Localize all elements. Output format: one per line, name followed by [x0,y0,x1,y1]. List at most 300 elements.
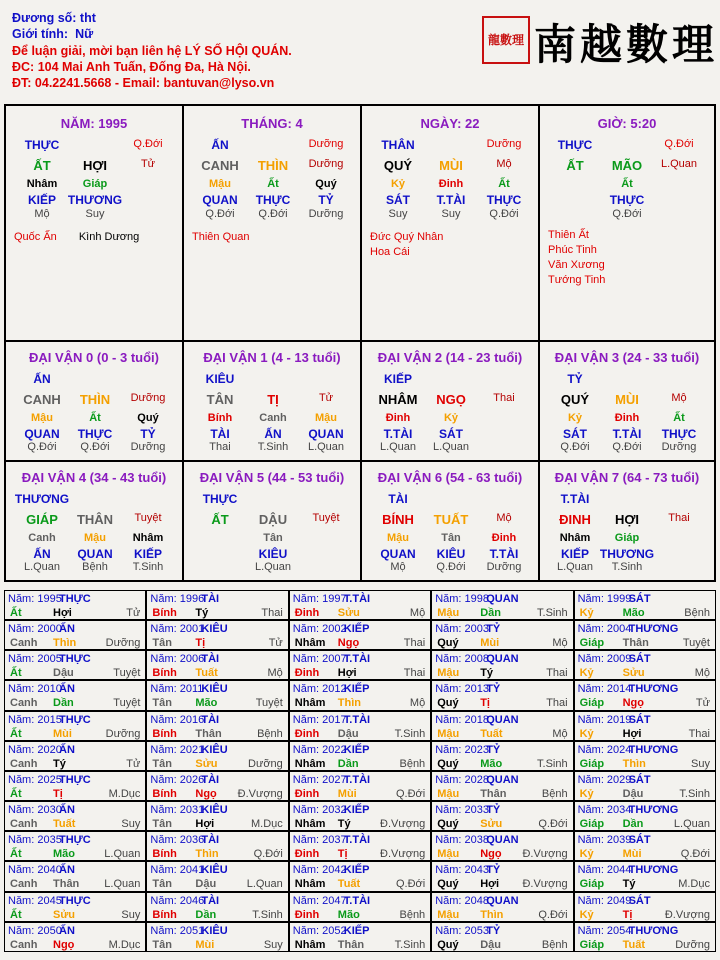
year-stem: Giáp [579,818,605,831]
year-label: Năm: 2023 [435,743,489,756]
year-stage: Thai [261,607,283,619]
hidden-god: THƯƠNG [67,193,123,207]
year-branch: Tý [480,667,494,680]
luck-god: ẤN [33,372,51,386]
year-label: Năm: 2042 [292,864,347,877]
hidden-stage: Q.Đới [205,208,235,220]
year-stage: Mộ [267,667,283,680]
year-label: Năm: 2004 [577,623,632,636]
year-stage: Q.Đới [538,908,568,921]
year-branch: Hợi [337,667,357,680]
year-stem: Canh [10,938,38,951]
pillar-cell [362,106,540,340]
star-item: Hoa Cái [370,246,410,258]
luck-hidden-god: KIẾP [560,547,590,561]
year-label: Năm: 2010 [8,683,62,696]
year-stem: Tân [152,818,172,831]
year-stage: Tuyệt [113,667,141,680]
year-cell [147,591,287,619]
year-branch: Tị [480,697,490,710]
luck-hidden-stage: Q.Đới [80,441,110,453]
year-god: TÀI [201,834,220,847]
luck-stem: BÍNH [382,512,414,527]
year-cell [575,923,715,951]
year-branch: Thân [337,938,365,951]
luck-hidden-stage: L.Quan [432,441,470,453]
header-info [12,10,292,91]
luck-hidden-god: QUAN [77,547,113,561]
hidden-god: T.TÀI [436,193,466,207]
year-cell [147,651,287,679]
god-right: Dưỡng [486,138,522,150]
year-label: Năm: 2012 [292,683,347,696]
year-branch: Tý [622,878,636,891]
heavenly-stem: CANH [201,158,239,173]
year-stem: Bính [152,667,177,680]
luck-stage: Tử [318,392,334,404]
year-label: Năm: 2046 [150,894,205,907]
year-stem: Ất [10,787,22,800]
luck-hidden-god: QUAN [308,427,344,441]
hidden-god: THỰC [486,193,522,207]
year-stem: Bính [152,727,177,740]
year-cell [5,681,145,709]
year-branch: Dậu [480,938,501,951]
hidden-stem: Ất [498,178,510,190]
luck-hidden-stage: T.Sinh [132,561,164,573]
year-god: QUAN [486,713,519,726]
year-stem: Ất [10,908,22,921]
luck-hidden-stem: Mậu [387,532,409,544]
year-stem: Nhâm [294,757,326,770]
year-stem: Bính [152,908,177,921]
luck-hidden-stage: Dưỡng [130,441,166,453]
year-branch: Dậu [337,727,359,740]
year-label: Năm: 2038 [435,834,489,847]
year-god: KIÊU [201,683,228,696]
heavenly-stem: QUÝ [383,158,413,173]
year-god: QUAN [486,894,519,907]
star-item: Phúc Tinh [548,244,597,256]
year-stem: Đinh [294,667,320,680]
year-stem: Ất [10,607,22,619]
luck-stem: ẤT [211,512,229,527]
year-cell [147,772,287,800]
year-branch: Sửu [195,757,218,770]
year-cell [575,802,715,830]
year-stem: Mậu [437,667,460,680]
luck-branch: DẬU [258,512,288,527]
year-cell [575,681,715,709]
year-label: Năm: 2028 [435,773,489,786]
luck-hidden-stage: L.Quan [307,441,345,453]
year-god: THỰC [59,713,91,726]
year-label: Năm: 2029 [577,773,632,786]
luck-hidden-stage: T.Sinh [257,441,289,453]
year-branch: Tị [53,787,63,800]
year-cell [147,923,287,951]
year-god: TỶ [486,743,501,756]
year-stage: L.Quan [104,848,141,861]
year-god: TÀI [201,593,220,605]
year-stem: Mậu [437,848,460,861]
luck-hidden-stage: L.Quan [254,561,292,573]
year-label: Năm: 2018 [435,713,489,726]
luck-stage: Tuyệt [134,512,162,524]
seal-char-3: 理 [512,33,525,47]
luck-hidden-stem: Ất [89,412,101,424]
year-branch: Ngọ [480,848,502,861]
star-item: Tướng Tinh [548,274,606,286]
hidden-god: KIẾP [27,193,57,207]
year-cell [290,802,430,830]
luck-stem: NHÂM [378,392,418,407]
year-label: Năm: 1997 [292,593,347,605]
year-label: Năm: 2002 [292,623,347,636]
year-label: Năm: 2000 [8,623,62,636]
year-stem: Tân [152,697,172,710]
year-god: THƯƠNG [628,683,679,696]
year-label: Năm: 2008 [435,653,489,666]
year-stem: Quý [437,757,459,770]
year-branch: Sửu [622,667,645,680]
year-god: KIẾP [343,804,370,817]
year-branch: Dần [53,697,74,710]
year-stem: Kỷ [579,607,594,619]
year-cell [147,681,287,709]
year-stage: T.Sinh [537,757,568,770]
earthly-branch: MÙI [439,158,463,173]
luck-hidden-stem: Quý [137,412,159,424]
year-branch: Thìn [53,637,77,650]
year-branch: Dậu [53,667,74,680]
luck-hidden-stem: Bính [207,412,233,424]
luck-god: TÀI [388,492,408,506]
year-cell [290,591,430,619]
year-cell [432,923,572,951]
luck-hidden-stage: Mộ [390,561,406,573]
luck-hidden-stage: Q.Đới [560,441,590,453]
year-cell [432,742,572,770]
year-god: SÁT [628,713,651,726]
year-god: TÀI [201,653,220,666]
luck-branch: TỊ [267,392,279,407]
luck-hidden-god: T.TÀI [489,547,519,561]
hidden-stage: Mộ [34,208,50,220]
year-stage: Dưỡng [105,637,141,650]
luck-hidden-stage: Bệnh [82,561,108,573]
year-god: SÁT [628,834,651,847]
star-item: Kình Dương [78,231,140,243]
year-god: T.TÀI [343,653,371,666]
year-branch: Thìn [195,848,219,861]
year-god: KIẾP [343,623,370,636]
year-god: QUAN [486,653,519,666]
year-god: KIẾP [343,924,370,937]
year-god: ẤN [59,683,75,696]
year-stage: Bệnh [684,607,710,619]
god-left: ẤN [211,138,229,152]
brand-text: 南越數理 [534,20,719,69]
year-label: Năm: 2034 [577,804,632,817]
year-god: SÁT [628,593,651,605]
year-god: ẤN [59,864,75,877]
luck-cell [540,342,714,460]
year-label: Năm: 2051 [150,924,205,937]
year-stage: Đ.Vượng [237,787,283,800]
year-stage: Tuyệt [255,697,283,710]
year-stem: Nhâm [294,697,326,710]
year-stem: Quý [437,878,459,891]
year-stage: Q.Đới [253,848,283,861]
luck-stage: Tuyệt [312,512,340,524]
year-stage: L.Quan [246,878,283,891]
annual-grid [4,590,716,952]
luck-hidden-stage: L.Quan [23,561,61,573]
year-stem: Bính [152,607,177,619]
year-stage: Mộ [694,667,710,680]
year-god: SÁT [628,894,651,907]
year-stem: Đinh [294,848,320,861]
year-label: Năm: 2021 [150,743,205,756]
year-stage: Dưỡng [675,938,710,951]
year-stem: Ất [10,667,22,680]
luck-hidden-god: THƯƠNG [599,547,655,561]
year-god: THỰC [59,894,91,907]
year-cell [290,712,430,740]
luck-hidden-stem: Ất [673,412,685,424]
year-god: ẤN [59,743,75,756]
year-branch: Tuất [195,667,218,680]
year-god: T.TÀI [343,773,371,786]
year-stage: Q.Đới [395,787,426,800]
year-cell [147,621,287,649]
year-stem: Nhâm [294,818,326,831]
luck-cell [6,462,184,580]
luck-hidden-stem: Canh [259,412,287,424]
year-label: Năm: 2037 [292,834,347,847]
luck-title: ĐẠI VẬN 4 (34 - 43 tuổi) [21,470,167,485]
god-left: THỰC [557,138,593,152]
year-stage: Đ.Vượng [380,848,426,861]
year-branch: Ngọ [622,697,644,710]
year-branch: Thân [195,727,222,740]
year-label: Năm: 2054 [577,924,632,937]
year-branch: Dậu [195,878,217,891]
luck-hidden-stage: Thai [209,441,231,453]
year-stage: Thai [546,667,568,680]
luck-god: KIẾP [383,372,413,386]
luck-hidden-stage: L.Quan [379,441,417,453]
luck-branch: THÂN [76,512,114,527]
hidden-god: THỰC [609,193,645,207]
star-item: Thiên Ất [548,229,589,241]
year-branch: Hợi [53,607,72,619]
luck-hidden-stem: Kỷ [567,412,583,424]
year-branch: Mùi [337,787,357,800]
year-stem: Canh [10,697,38,710]
luck-branch: THÌN [79,392,111,407]
luck-cell [540,462,714,580]
star-list [192,230,249,245]
star-list [370,230,443,260]
year-branch: Sửu [53,908,76,921]
luck-row-2 [6,462,714,580]
pillar-cell [184,106,362,340]
year-branch: Dậu [622,787,644,800]
star-list [548,228,605,288]
year-god: THỰC [59,653,91,666]
year-label: Năm: 2031 [150,804,205,817]
luck-hidden-stage: Q.Đới [27,441,57,453]
luck-branch: NGỌ [436,392,466,407]
god-right: Q.Đới [133,138,163,150]
year-label: Năm: 2001 [150,623,205,636]
hidden-stem: Ất [621,178,633,190]
year-cell [432,651,572,679]
year-god: KIÊU [201,623,228,636]
luck-hidden-stage: L.Quan [556,561,594,573]
year-stem: Giáp [579,637,605,650]
luck-hidden-stem: Kỷ [443,412,459,424]
year-cell [432,772,572,800]
year-label: Năm: 2005 [8,653,62,666]
year-stem: Canh [10,637,38,650]
luck-stage: Mộ [496,512,512,524]
year-stage: L.Quan [104,878,141,891]
year-god: THƯƠNG [628,924,679,937]
year-god: KIÊU [201,924,228,937]
year-branch: Mùi [622,848,642,861]
year-stage: Đ.Vượng [522,848,568,861]
year-cell [5,832,145,860]
year-stage: Q.Đới [395,878,426,891]
luck-hidden-god: TÀI [210,427,230,441]
year-stage: Thai [688,727,710,740]
pillar-row [6,106,714,342]
brand-logo [476,8,719,70]
year-cell [147,802,287,830]
pillar-title: NGÀY: 22 [420,116,480,131]
year-cell [575,621,715,649]
year-stem: Tân [152,878,172,891]
phone-email-line[interactable]: ĐT: 04.2241.5668 - Email: bantuvan@lyso.vn [12,76,275,91]
year-stage: T.Sinh [394,938,426,951]
year-god: TỶ [486,924,501,937]
luck-hidden-god: THỰC [77,427,113,441]
year-stem: Quý [437,818,459,831]
year-cell [575,712,715,740]
year-branch: Thìn [480,908,504,921]
year-cell [432,832,572,860]
luck-branch: HỢI [614,512,640,527]
year-branch: Mão [337,908,360,921]
stage-label: Mộ [496,158,512,170]
year-god: TỶ [486,683,501,696]
luck-hidden-stage: Dưỡng [661,441,697,453]
year-label: Năm: 2030 [8,804,62,817]
year-label: Năm: 2045 [8,894,62,907]
year-branch: Mão [622,607,645,619]
year-label: Năm: 2013 [435,683,489,696]
luck-hidden-god: TỶ [140,427,156,441]
year-branch: Mùi [53,727,72,740]
year-stage: Dưỡng [248,757,283,770]
luck-hidden-stem: Canh [28,532,56,544]
year-branch: Hợi [480,878,500,891]
year-stem: Kỷ [579,848,594,861]
year-cell [5,712,145,740]
year-god: QUAN [486,593,519,605]
year-branch: Mão [53,848,75,861]
year-god: THỰC [59,834,91,847]
luck-row-1 [6,342,714,462]
luck-hidden-god: KIÊU [436,547,466,561]
god-left: THỰC [24,138,60,152]
year-god: KIÊU [201,743,228,756]
year-branch: Thân [480,787,507,800]
year-god: TỶ [486,623,501,636]
luck-title: ĐẠI VẬN 3 (24 - 33 tuổi) [554,350,700,365]
hidden-stem: Đinh [438,178,464,190]
luck-cell [184,342,362,460]
year-branch: Tuất [622,938,645,951]
year-stem: Giáp [579,938,605,951]
star-item: Văn Xương [548,259,605,271]
person-name: Đương số: tht [12,11,96,25]
hidden-stage: Suy [441,208,461,220]
year-label: Năm: 2025 [8,773,62,786]
luck-title: ĐẠI VẬN 0 (0 - 3 tuổi) [28,350,159,365]
luck-hidden-stage: T.Sinh [611,561,643,573]
hidden-stem: Mậu [209,178,231,190]
luck-hidden-stage: Q.Đới [436,561,466,573]
luck-title: ĐẠI VẬN 7 (64 - 73 tuổi) [554,470,700,485]
year-branch: Sửu [337,607,360,619]
hidden-stage: Dưỡng [308,208,344,220]
year-god: QUAN [486,834,519,847]
year-god: THƯƠNG [628,804,679,817]
luck-god: THƯƠNG [14,492,70,506]
year-branch: Tị [622,908,633,921]
year-branch: Sửu [480,818,503,831]
year-stage: Tử [126,757,141,770]
year-stage: L.Quan [673,818,710,831]
year-stage: Đ.Vượng [522,878,568,891]
year-branch: Tuất [480,727,503,740]
year-god: T.TÀI [343,894,371,907]
luck-cell [184,462,362,580]
year-stage: Thai [546,697,568,710]
luck-stem: QUÝ [560,392,590,407]
year-god: ẤN [59,804,75,817]
year-stem: Bính [152,787,177,800]
year-stage: Mộ [552,637,568,650]
year-stage: Thai [403,637,426,650]
year-branch: Ngọ [195,787,217,800]
luck-title: ĐẠI VẬN 2 (14 - 23 tuổi) [377,350,523,365]
year-god: THƯƠNG [628,623,679,636]
year-stage: Tuyệt [682,637,710,650]
year-god: ẤN [59,924,75,937]
contact-line: Để luận giải, mời bạn liên hệ LÝ SỐ HỘI QUÁN. [12,43,292,58]
year-stem: Bính [152,848,177,861]
luck-hidden-stem: Đinh [491,532,517,544]
year-stem: Canh [10,818,38,831]
year-branch: Mão [195,697,218,710]
year-label: Năm: 2024 [577,743,632,756]
gender-value: Nữ [75,27,94,42]
